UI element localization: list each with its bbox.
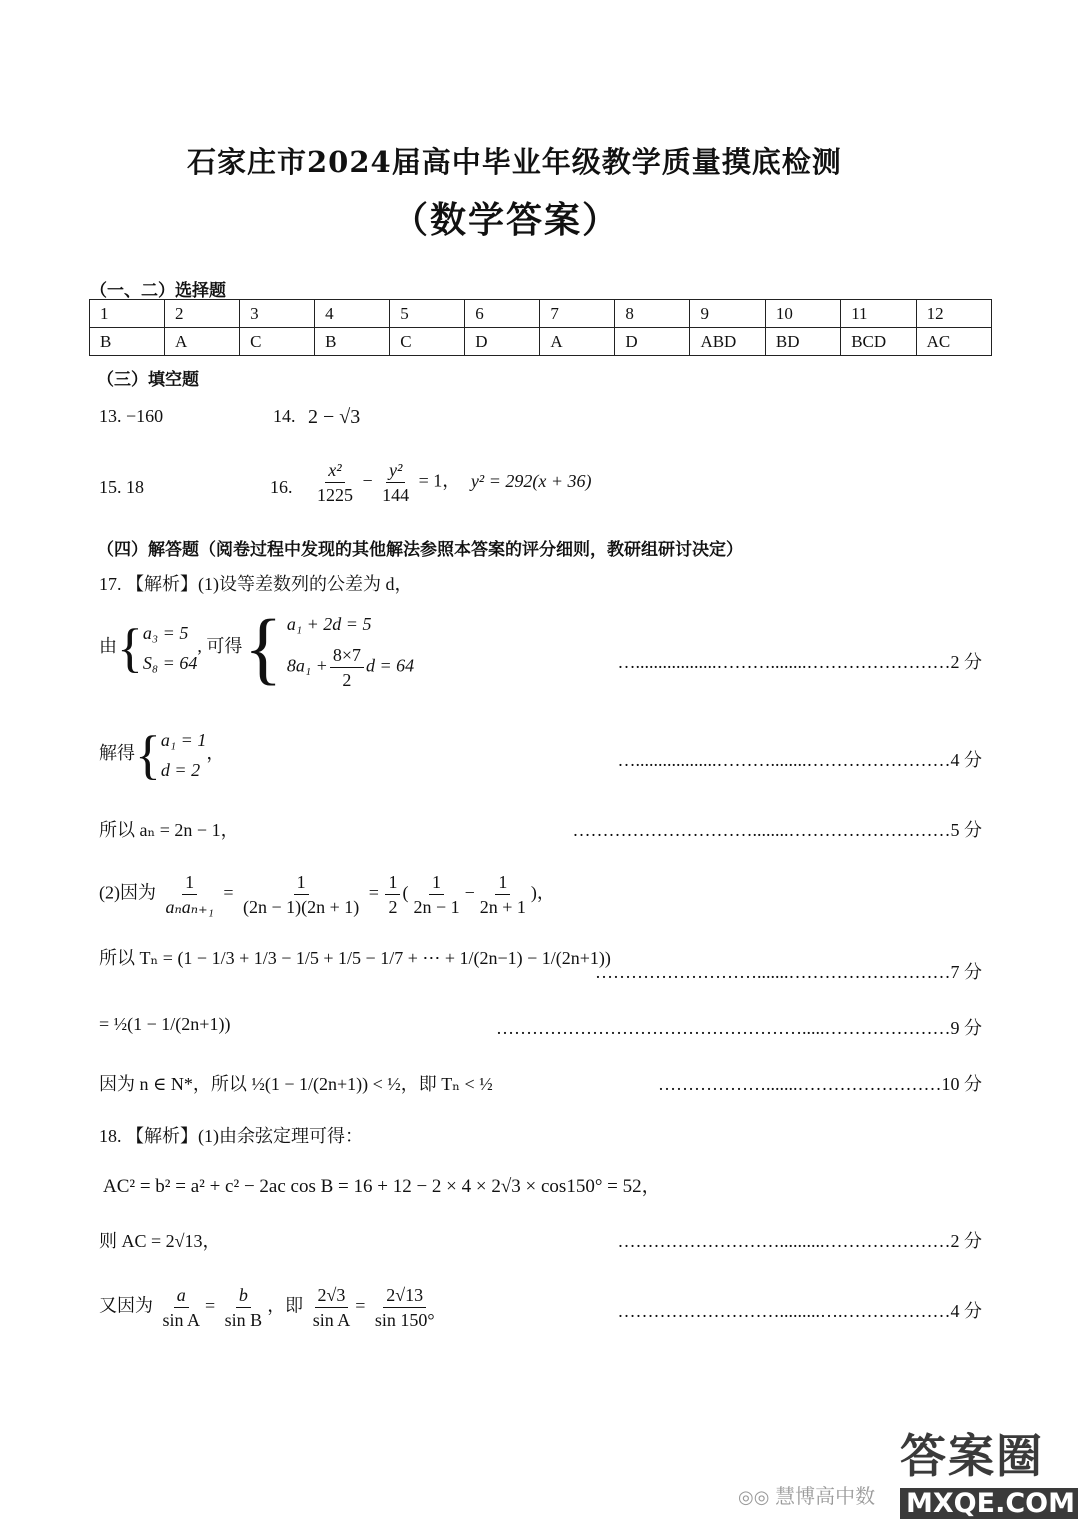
table-cell: B [90, 328, 165, 356]
table-cell: 4 [315, 300, 390, 328]
q17-half: = ½(1 − 1/(2n+1)) [99, 1014, 231, 1034]
watermark-logo [900, 1420, 1078, 1525]
q18-score-2: ………………………..........…………………2 分 [617, 1231, 982, 1251]
q17-system-2: { a₁ + 2d = 5 8a₁ + $\frac{8\times 7}{2}$ d = 64 [244, 604, 415, 693]
table-cell: C [390, 328, 465, 356]
answer-14-label: 14. [273, 406, 296, 426]
table-row-answers [90, 328, 992, 356]
q17-sys3-b: d = 2 [160, 760, 201, 780]
q17-sys2-a: a₁ + 2d = 5 [286, 614, 372, 634]
wechat-icon: ◎◎ [738, 1487, 776, 1508]
q17-can-get: , 可得 [197, 636, 243, 657]
answer-16-parabola: y² = 292(x + 36) [470, 470, 592, 491]
table-cell: 7 [540, 300, 615, 328]
q17-part2: (2)因为 $\frac{1}{\text{aₙaₙ₊₁}}$ = $\frac{1}{(2n - 1)(2n + 1)}$ = $\frac{1}{2}$ ( $\frac{1}{2n - 1}$ − $\frac{1}{2n + 1}$ )， [99, 872, 555, 917]
q17-score-9: …………………………………………….....…………………9 分 [496, 1018, 982, 1038]
q17-part2-end: ， [536, 882, 555, 903]
q17-part2-eq: = [223, 882, 234, 903]
q17-conclusion: 因为 n ∈ N*，所以 ½(1 − 1/(2n+1)) < ½，即 Tₙ < ½ [99, 1074, 493, 1094]
q18-cosine: AC² = b² = a² + c² − 2ac cos B = 16 + 12 − 2 × 4 × 2√3 × cos150° = 52， [103, 1176, 661, 1197]
logo-bottom-text: MXQE.COM [900, 1488, 1078, 1519]
table-cell: ABD [690, 328, 765, 356]
q18-sine-mid: ，即 [267, 1295, 304, 1316]
q17-sys2-b-post: d = 64 [365, 655, 415, 676]
table-cell: 8 [615, 300, 690, 328]
answer-14: 2 − √3 [308, 406, 361, 428]
q18-ac: 则 AC = 2√13， [99, 1231, 221, 1251]
q17-part2-pre: (2)因为 [99, 882, 156, 903]
table-cell: 9 [690, 300, 765, 328]
page-subtitle: （数学答案） [392, 199, 621, 241]
wechat-watermark [738, 1480, 875, 1509]
q17-sys3-a: a₁ = 1 [160, 730, 207, 750]
q17-sys1-b: S₈ = 64 [142, 653, 198, 673]
q17-tn-pre: 所以 Tₙ = [99, 948, 173, 968]
q17-system-1: 由{ a₃ = 5 S₈ = 64 , 可得 [99, 618, 243, 678]
q18-intro: 18. 【解析】(1)由余弦定理可得： [99, 1126, 363, 1146]
q17-tn [99, 944, 611, 970]
q18-sine-pre: 又因为 [99, 1295, 153, 1316]
choice-answer-table [89, 299, 992, 356]
answer-13: 13. −160 [99, 406, 164, 426]
table-cell: A [165, 328, 240, 356]
section-solve-heading: （四）解答题（阅卷过程中发现的其他解法参照本答案的评分细则，教研组研讨决定） [97, 540, 743, 560]
table-cell: D [465, 328, 540, 356]
q17-score-5: …………………………........………………………5 分 [572, 820, 982, 840]
table-cell: 10 [765, 300, 840, 328]
table-cell: 6 [465, 300, 540, 328]
answer-16-eq-tail: = 1， [418, 470, 461, 491]
table-cell: 2 [165, 300, 240, 328]
table-cell: 3 [240, 300, 315, 328]
table-cell: BCD [841, 328, 916, 356]
q17-tn-series: (1 − 1/3 + 1/3 − 1/5 + 1/5 − 1/7 + ⋯ + 1/(2n−1) − 1/(2n+1)) [177, 948, 611, 968]
wechat-text: 慧博高中数 [775, 1484, 876, 1508]
q17-an: 所以 aₙ = 2n − 1， [99, 820, 239, 840]
table-cell: 5 [390, 300, 465, 328]
q18-sine: 又因为 $\frac{a}{\text{sin A}}$ = $\frac{b}{\text{sin B}}$ ，即 $\frac{2√3}{\text{sin A}}$ = $\frac{2√13}{\sin 150^\circ}$ [99, 1285, 435, 1330]
table-cell: 11 [841, 300, 916, 328]
answer-16-equation: $\frac{\text{x²}}{1225}$ − $\frac{\text{y²}}{144}$ = 1， y² = 292(x + 36) [317, 460, 592, 505]
table-cell: C [240, 328, 315, 356]
answer-16-label: 16. [270, 477, 293, 497]
q17-score-4: …..................………........……………………4 分 [617, 750, 982, 770]
answer-15: 15. 18 [99, 477, 144, 497]
q17-intro: 17. 【解析】(1)设等差数列的公差为 d， [99, 574, 413, 594]
table-cell: A [540, 328, 615, 356]
table-row-numbers [90, 300, 992, 328]
q17-sys1-a: a₃ = 5 [142, 623, 189, 643]
q17-score-7: ……………………….......………………………7 分 [595, 962, 982, 982]
q17-sys2-b-pre: 8a₁ + [286, 655, 328, 676]
table-cell: D [615, 328, 690, 356]
page-title: 石家庄市2024届高中毕业年级教学质量摸底检测 [187, 145, 842, 179]
q17-solve-label: 解得 [99, 743, 135, 764]
section-fill-heading: （三）填空题 [97, 370, 199, 390]
q17-score-2: …..................………........……………………2 分 [617, 652, 982, 672]
table-cell: 1 [90, 300, 165, 328]
table-cell: 12 [916, 300, 991, 328]
table-cell: BD [765, 328, 840, 356]
table-cell: AC [916, 328, 991, 356]
table-cell: B [315, 328, 390, 356]
q17-solution: 解得{ a₁ = 1 d = 2 ， [99, 725, 225, 785]
logo-top-text: 答案圈 [900, 1429, 1044, 1483]
section-choice-heading: （一、二）选择题 [90, 281, 226, 301]
q18-score-4: ……………………….........….………………4 分 [617, 1301, 982, 1321]
q17-score-10: ……………….......……………………10 分 [658, 1074, 982, 1094]
q17-by: 由 [99, 636, 117, 657]
